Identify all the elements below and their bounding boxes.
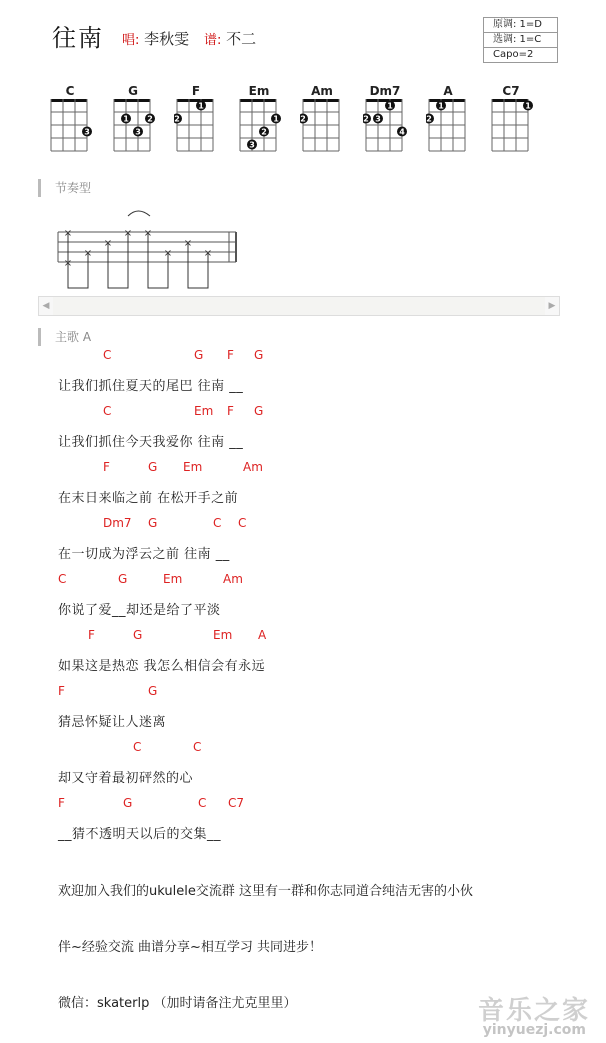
lyric-line: 如果这是热恋 我怎么相信会有永远 bbox=[58, 659, 266, 674]
chord-label: F bbox=[227, 404, 234, 418]
finger-number: 2 bbox=[363, 114, 369, 124]
finger-number: 1 bbox=[123, 114, 129, 124]
chord-label: C bbox=[193, 740, 202, 754]
chord-label: G bbox=[148, 684, 158, 698]
chord-label: C bbox=[58, 572, 67, 586]
chord-label: C bbox=[213, 516, 222, 530]
chord-label: C bbox=[103, 404, 112, 418]
chord-label: G bbox=[254, 404, 264, 418]
finger-number: 2 bbox=[174, 114, 180, 124]
arranger-info bbox=[204, 28, 256, 49]
finger-number: 1 bbox=[273, 114, 279, 124]
lyric-line: 却又守着最初砰然的心 bbox=[58, 771, 194, 786]
chord-name: G bbox=[128, 84, 138, 98]
rhythm-section-label: 节奏型 bbox=[38, 179, 91, 197]
capo-info: Capo=2 bbox=[493, 49, 534, 60]
nut bbox=[492, 99, 528, 102]
chord-label: G bbox=[118, 572, 128, 586]
chord-label: Am bbox=[243, 460, 263, 474]
chord-name: Am bbox=[311, 84, 333, 98]
arranger-label: 谱: bbox=[204, 33, 222, 48]
horizontal-scrollbar[interactable] bbox=[38, 296, 560, 316]
chord-name: A bbox=[443, 84, 453, 98]
nut bbox=[114, 99, 150, 102]
chord-label: G bbox=[123, 796, 133, 810]
scroll-right-arrow-icon[interactable]: ▶ bbox=[545, 297, 559, 315]
finger-number: 2 bbox=[426, 114, 432, 124]
singer-info bbox=[122, 28, 189, 49]
svg-text:×: × bbox=[203, 248, 213, 259]
chord-name: Dm7 bbox=[369, 84, 401, 98]
svg-text:×: × bbox=[123, 228, 133, 239]
finger-number: 2 bbox=[147, 114, 153, 124]
key-info-box bbox=[483, 17, 558, 63]
footer-line-3: 微信：skaterlp （加时请备注尤克里里） bbox=[58, 996, 297, 1011]
nut bbox=[303, 99, 339, 102]
chord-label: C bbox=[103, 348, 112, 362]
singer-name: 李秋雯 bbox=[144, 30, 190, 48]
chord-fretboard bbox=[426, 96, 470, 156]
chord-label: Em bbox=[183, 460, 203, 474]
chord-fretboard bbox=[363, 96, 407, 156]
chord-name: C bbox=[65, 84, 75, 98]
nut bbox=[51, 99, 87, 102]
chord-fretboard bbox=[237, 96, 281, 156]
singer-label: 唱: bbox=[122, 33, 140, 48]
finger-number: 3 bbox=[135, 127, 141, 137]
finger-number: 1 bbox=[438, 101, 444, 111]
svg-text:×: × bbox=[183, 238, 193, 249]
chord-label: G bbox=[194, 348, 204, 362]
chord-label: C bbox=[238, 516, 247, 530]
chord-label: C bbox=[198, 796, 207, 810]
svg-text:×: × bbox=[163, 248, 173, 259]
chord-fretboard bbox=[174, 96, 218, 156]
svg-text:×: × bbox=[103, 238, 113, 249]
lyric-line: 你说了爱__却还是给了平淡 bbox=[58, 603, 221, 618]
chord-label: F bbox=[58, 796, 65, 810]
chord-label: F bbox=[58, 684, 65, 698]
scroll-left-arrow-icon[interactable]: ◀ bbox=[39, 297, 53, 315]
finger-number: 3 bbox=[84, 127, 90, 137]
chord-label: A bbox=[258, 628, 267, 642]
finger-number: 3 bbox=[375, 114, 381, 124]
lyric-line: __猜不透明天以后的交集__ bbox=[58, 827, 222, 842]
chord-label: F bbox=[103, 460, 110, 474]
watermark-url: yinyuezj.com bbox=[482, 1022, 586, 1038]
chord-label: Am bbox=[223, 572, 243, 586]
site-watermark bbox=[440, 990, 590, 1042]
chord-label: Dm7 bbox=[103, 516, 132, 530]
footer-line-1: 欢迎加入我们的ukulele交流群 这里有一群和你志同道合纯洁无害的小伙 bbox=[58, 884, 473, 899]
song-title: 往南 bbox=[52, 24, 104, 52]
finger-number: 1 bbox=[198, 101, 204, 111]
selected-key: 选调: 1=C bbox=[484, 33, 557, 48]
chord-label: F bbox=[227, 348, 234, 362]
lyric-line: 让我们抓住夏天的尾巴 往南 __ bbox=[58, 379, 244, 394]
watermark-logo: 音乐之家 bbox=[477, 996, 590, 1026]
tie-arc bbox=[128, 211, 150, 216]
chord-label: Em bbox=[213, 628, 233, 642]
lyric-line: 在末日来临之前 在松开手之前 bbox=[58, 491, 239, 506]
chord-label: Em bbox=[194, 404, 214, 418]
lyric-line: 在一切成为浮云之前 往南 __ bbox=[58, 547, 230, 562]
finger-number: 1 bbox=[387, 101, 393, 111]
chord-label: C7 bbox=[228, 796, 245, 810]
lyric-line: 让我们抓住今天我爱你 往南 __ bbox=[58, 435, 244, 450]
chord-label: G bbox=[148, 516, 158, 530]
strum-x-marks bbox=[64, 228, 212, 269]
svg-text:×: × bbox=[83, 248, 93, 259]
chord-fretboard bbox=[489, 96, 533, 156]
finger-number: 2 bbox=[261, 127, 267, 137]
finger-number: 1 bbox=[525, 101, 531, 111]
nut bbox=[240, 99, 276, 102]
finger-number: 4 bbox=[399, 127, 405, 137]
chord-label: G bbox=[254, 348, 264, 362]
verse-section-label: 主歌 A bbox=[38, 328, 91, 346]
strum-pattern-notation bbox=[56, 204, 246, 292]
chord-label: C bbox=[133, 740, 142, 754]
svg-text:×: × bbox=[143, 228, 153, 239]
svg-text:×: × bbox=[63, 228, 73, 239]
finger-number: 3 bbox=[249, 140, 255, 150]
chord-name: Em bbox=[248, 84, 270, 98]
nut bbox=[366, 99, 402, 102]
footer-line-2: 伴~经验交流 曲谱分享~相互学习 共同进步！ bbox=[58, 940, 323, 955]
original-key: 原调: 1=D bbox=[484, 18, 557, 33]
svg-text:×: × bbox=[63, 258, 73, 269]
lyric-line: 猜忌怀疑让人迷离 bbox=[58, 715, 167, 730]
chord-fretboard bbox=[48, 96, 92, 156]
chord-label: F bbox=[88, 628, 95, 642]
nut bbox=[429, 99, 465, 102]
chord-fretboard bbox=[300, 96, 344, 156]
chord-label: Em bbox=[163, 572, 183, 586]
chord-name: F bbox=[191, 84, 201, 98]
finger-number: 2 bbox=[300, 114, 306, 124]
nut bbox=[177, 99, 213, 102]
chord-label: G bbox=[148, 460, 158, 474]
chord-name: C7 bbox=[502, 84, 520, 98]
chord-fretboard bbox=[111, 96, 155, 156]
chord-label: G bbox=[133, 628, 143, 642]
arranger-name: 不二 bbox=[226, 30, 257, 48]
